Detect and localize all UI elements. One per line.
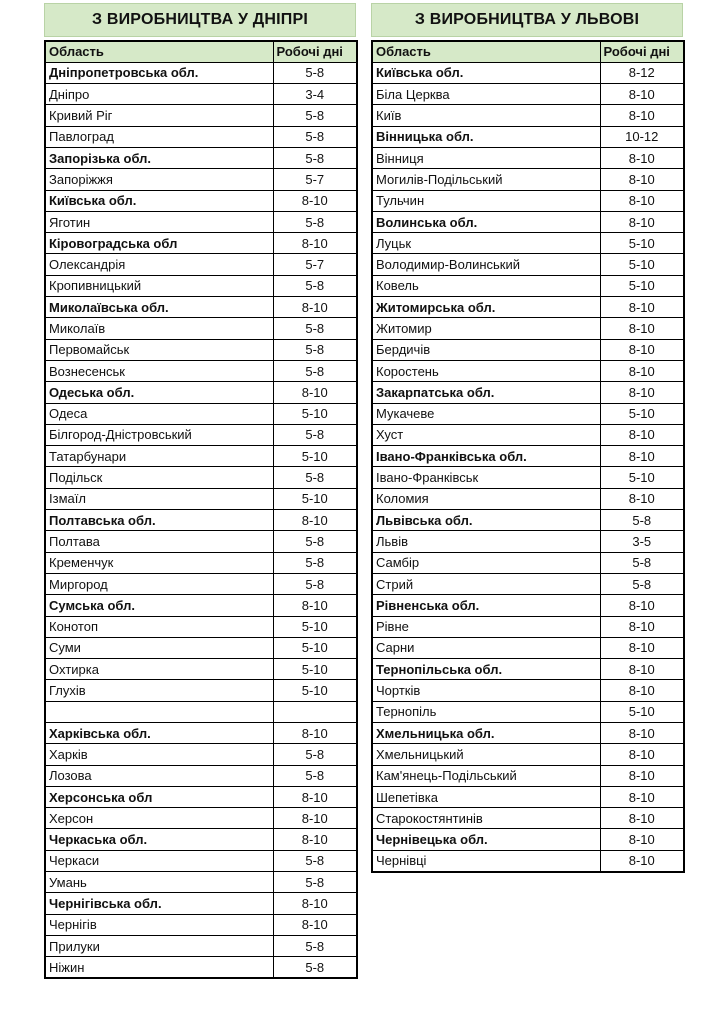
table-row — [45, 616, 357, 637]
lviv-table — [371, 40, 685, 873]
working-days-cell: 8-10 — [600, 147, 684, 168]
region-cell: Чернівці — [372, 850, 600, 871]
working-days-cell: 8-10 — [600, 765, 684, 786]
table-row — [45, 403, 357, 424]
table-row — [372, 190, 684, 211]
region-cell: Полтавська обл. — [45, 510, 273, 531]
region-cell: Кропивницький — [45, 275, 273, 296]
working-days-cell: 5-8 — [273, 467, 357, 488]
table-row — [372, 297, 684, 318]
region-cell: Миргород — [45, 573, 273, 594]
table-row — [45, 510, 357, 531]
table-row — [45, 446, 357, 467]
working-days-cell: 5-8 — [273, 957, 357, 978]
table-row — [372, 488, 684, 509]
region-cell: Мукачеве — [372, 403, 600, 424]
table-row — [45, 893, 357, 914]
region-cell: Закарпатська обл. — [372, 382, 600, 403]
region-cell: Херсон — [45, 808, 273, 829]
working-days-cell: 5-8 — [273, 850, 357, 871]
table-row — [45, 169, 357, 190]
table-row — [372, 701, 684, 722]
working-days-cell: 8-10 — [600, 211, 684, 232]
table-row — [45, 84, 357, 105]
region-cell: Сарни — [372, 637, 600, 658]
working-days-cell: 5-8 — [273, 424, 357, 445]
region-cell: Волинська обл. — [372, 211, 600, 232]
region-cell: Чернігівська обл. — [45, 893, 273, 914]
working-days-cell: 8-10 — [600, 190, 684, 211]
working-days-cell: 5-8 — [600, 573, 684, 594]
region-cell: Яготин — [45, 211, 273, 232]
table-row — [45, 318, 357, 339]
working-days-cell: 8-10 — [273, 829, 357, 850]
region-cell: Запоріжжя — [45, 169, 273, 190]
working-days-cell: 8-10 — [273, 233, 357, 254]
table-row — [45, 637, 357, 658]
region-cell: Вінницька обл. — [372, 126, 600, 147]
table-row — [45, 872, 357, 893]
table-row — [45, 297, 357, 318]
working-days-cell: 3-5 — [600, 531, 684, 552]
days-column-header: Робочі дні — [600, 41, 684, 62]
region-cell: Білгород-Дністровський — [45, 424, 273, 445]
table-row — [45, 957, 357, 978]
table-row — [45, 914, 357, 935]
working-days-cell: 8-10 — [600, 488, 684, 509]
working-days-cell: 8-12 — [600, 62, 684, 83]
region-cell: Львівська обл. — [372, 510, 600, 531]
working-days-cell: 5-10 — [273, 637, 357, 658]
table-row — [372, 84, 684, 105]
working-days-cell: 8-10 — [273, 893, 357, 914]
working-days-cell: 5-8 — [273, 552, 357, 573]
region-cell: Ізмаїл — [45, 488, 273, 509]
table-row — [45, 62, 357, 83]
table-row — [45, 723, 357, 744]
table-row — [45, 126, 357, 147]
table-row — [372, 573, 684, 594]
table-row — [45, 275, 357, 296]
dnipro-table-body — [45, 62, 357, 978]
working-days-cell: 5-8 — [273, 126, 357, 147]
region-cell: Самбір — [372, 552, 600, 573]
table-header-row — [45, 41, 357, 62]
region-cell: Кам'янець-Подільський — [372, 765, 600, 786]
table-row — [45, 254, 357, 275]
working-days-cell: 8-10 — [273, 786, 357, 807]
region-cell: Тернопіль — [372, 701, 600, 722]
table-row — [45, 233, 357, 254]
working-days-cell: 5-8 — [273, 573, 357, 594]
table-row — [372, 723, 684, 744]
working-days-cell: 5-10 — [600, 275, 684, 296]
working-days-cell: 5-8 — [273, 339, 357, 360]
working-days-cell: 5-8 — [273, 147, 357, 168]
region-cell: Чортків — [372, 680, 600, 701]
table-row — [45, 573, 357, 594]
region-cell: Луцьк — [372, 233, 600, 254]
working-days-cell: 5-8 — [273, 211, 357, 232]
region-cell: Одеська обл. — [45, 382, 273, 403]
region-cell: Рівненська обл. — [372, 595, 600, 616]
region-cell: Київ — [372, 105, 600, 126]
working-days-cell: 8-10 — [273, 723, 357, 744]
table-row — [372, 808, 684, 829]
table-row — [372, 318, 684, 339]
region-cell: Львів — [372, 531, 600, 552]
table-row — [45, 744, 357, 765]
region-cell: Суми — [45, 637, 273, 658]
region-cell: Київська обл. — [45, 190, 273, 211]
working-days-cell: 10-12 — [600, 126, 684, 147]
working-days-cell: 8-10 — [273, 808, 357, 829]
table-row — [372, 233, 684, 254]
table-row — [372, 424, 684, 445]
table-row — [45, 850, 357, 871]
working-days-cell: 8-10 — [600, 595, 684, 616]
working-days-cell: 5-8 — [600, 552, 684, 573]
dnipro-table — [44, 40, 358, 979]
region-cell: Одеса — [45, 403, 273, 424]
region-cell: Володимир-Волинський — [372, 254, 600, 275]
working-days-cell: 8-10 — [600, 297, 684, 318]
table-row — [372, 616, 684, 637]
working-days-cell: 8-10 — [600, 808, 684, 829]
region-cell: Сумська обл. — [45, 595, 273, 616]
table-row — [372, 765, 684, 786]
table-row — [372, 510, 684, 531]
working-days-cell: 8-10 — [600, 446, 684, 467]
region-cell: Первомайськ — [45, 339, 273, 360]
table-row — [372, 531, 684, 552]
table-row — [372, 446, 684, 467]
table-row — [372, 211, 684, 232]
working-days-cell: 8-10 — [600, 616, 684, 637]
region-cell: Стрий — [372, 573, 600, 594]
region-column-header: Область — [45, 41, 273, 62]
dnipro-title: З ВИРОБНИЦТВА У ДНІПРІ — [44, 3, 356, 37]
days-column-header: Робочі дні — [273, 41, 357, 62]
table-row — [45, 680, 357, 701]
table-row — [45, 552, 357, 573]
region-cell: Дніпро — [45, 84, 273, 105]
region-cell: Коломия — [372, 488, 600, 509]
table-row — [372, 850, 684, 871]
table-row — [372, 744, 684, 765]
working-days-cell: 5-10 — [273, 680, 357, 701]
region-cell: Ковель — [372, 275, 600, 296]
working-days-cell: 5-10 — [273, 488, 357, 509]
working-days-cell: 5-8 — [273, 275, 357, 296]
working-days-cell: 5-10 — [600, 467, 684, 488]
table-row — [372, 595, 684, 616]
working-days-cell: 8-10 — [273, 297, 357, 318]
region-cell: Олександрія — [45, 254, 273, 275]
table-row — [372, 62, 684, 83]
region-cell: Шепетівка — [372, 786, 600, 807]
dnipro-panel — [44, 3, 356, 979]
working-days-cell: 3-4 — [273, 84, 357, 105]
table-row — [45, 935, 357, 956]
working-days-cell: 5-10 — [273, 446, 357, 467]
table-row — [45, 105, 357, 126]
working-days-cell: 5-10 — [600, 254, 684, 275]
working-days-cell: 8-10 — [600, 84, 684, 105]
region-cell: Чернівецька обл. — [372, 829, 600, 850]
working-days-cell: 5-8 — [273, 935, 357, 956]
region-cell: Вінниця — [372, 147, 600, 168]
region-cell: Тернопільська обл. — [372, 659, 600, 680]
region-cell: Херсонська обл — [45, 786, 273, 807]
working-days-cell: 5-10 — [273, 403, 357, 424]
region-cell: Хмельницький — [372, 744, 600, 765]
working-days-cell: 5-10 — [273, 659, 357, 680]
working-days-cell: 5-7 — [273, 169, 357, 190]
table-row — [45, 467, 357, 488]
table-row — [45, 147, 357, 168]
working-days-cell: 5-7 — [273, 254, 357, 275]
working-days-cell: 5-8 — [273, 105, 357, 126]
region-cell: Івано-Франківська обл. — [372, 446, 600, 467]
table-row — [45, 659, 357, 680]
table-row — [372, 360, 684, 381]
working-days-cell: 8-10 — [600, 786, 684, 807]
region-cell: Хмельницька обл. — [372, 723, 600, 744]
region-cell: Кіровоградська обл — [45, 233, 273, 254]
working-days-cell: 8-10 — [600, 659, 684, 680]
working-days-cell: 5-10 — [600, 403, 684, 424]
table-row — [372, 403, 684, 424]
working-days-cell: 5-8 — [273, 62, 357, 83]
region-cell: Житомир — [372, 318, 600, 339]
table-row — [372, 659, 684, 680]
table-row — [45, 531, 357, 552]
working-days-cell: 5-8 — [273, 360, 357, 381]
table-row — [45, 488, 357, 509]
table-row — [45, 808, 357, 829]
region-cell: Харків — [45, 744, 273, 765]
working-days-cell: 8-10 — [273, 510, 357, 531]
region-cell: Біла Церква — [372, 84, 600, 105]
table-row — [45, 424, 357, 445]
region-cell: Бердичів — [372, 339, 600, 360]
region-cell: Конотоп — [45, 616, 273, 637]
working-days-cell: 5-10 — [600, 233, 684, 254]
working-days-cell: 8-10 — [273, 595, 357, 616]
region-cell: Київська обл. — [372, 62, 600, 83]
working-days-cell: 8-10 — [600, 318, 684, 339]
working-days-cell: 8-10 — [273, 382, 357, 403]
table-row — [45, 765, 357, 786]
region-cell: Коростень — [372, 360, 600, 381]
working-days-cell: 8-10 — [273, 190, 357, 211]
table-row — [45, 211, 357, 232]
working-days-cell: 5-8 — [600, 510, 684, 531]
region-cell: Кременчук — [45, 552, 273, 573]
working-days-cell: 5-10 — [273, 616, 357, 637]
region-cell: Могилів-Подільський — [372, 169, 600, 190]
region-cell: Житомирська обл. — [372, 297, 600, 318]
table-row — [45, 190, 357, 211]
region-cell: Харківська обл. — [45, 723, 273, 744]
table-row — [372, 552, 684, 573]
table-row — [372, 829, 684, 850]
region-cell: Павлоград — [45, 126, 273, 147]
table-row — [45, 701, 357, 722]
region-column-header: Область — [372, 41, 600, 62]
working-days-cell: 8-10 — [600, 382, 684, 403]
region-cell: Охтирка — [45, 659, 273, 680]
region-cell: Ніжин — [45, 957, 273, 978]
working-days-cell — [273, 701, 357, 722]
working-days-cell: 8-10 — [600, 424, 684, 445]
working-days-cell: 8-10 — [600, 744, 684, 765]
working-days-cell: 8-10 — [273, 914, 357, 935]
working-days-cell: 8-10 — [600, 723, 684, 744]
table-row — [45, 595, 357, 616]
region-cell: Миколаїв — [45, 318, 273, 339]
region-cell: Подільск — [45, 467, 273, 488]
table-row — [45, 360, 357, 381]
table-row — [372, 275, 684, 296]
working-days-cell: 8-10 — [600, 105, 684, 126]
table-row — [372, 105, 684, 126]
working-days-cell: 5-8 — [273, 765, 357, 786]
region-cell: Черкаська обл. — [45, 829, 273, 850]
working-days-cell: 8-10 — [600, 169, 684, 190]
region-cell: Старокостянтинів — [372, 808, 600, 829]
table-row — [45, 786, 357, 807]
working-days-cell: 8-10 — [600, 339, 684, 360]
working-days-cell: 8-10 — [600, 829, 684, 850]
working-days-cell: 8-10 — [600, 637, 684, 658]
working-days-cell: 5-8 — [273, 318, 357, 339]
lviv-table-body — [372, 62, 684, 871]
region-cell: Прилуки — [45, 935, 273, 956]
table-row — [372, 637, 684, 658]
table-row — [372, 786, 684, 807]
region-cell: Запорізька обл. — [45, 147, 273, 168]
working-days-cell: 8-10 — [600, 680, 684, 701]
lviv-title: З ВИРОБНИЦТВА У ЛЬВОВІ — [371, 3, 683, 37]
lviv-panel — [371, 3, 683, 873]
region-cell: Миколаївська обл. — [45, 297, 273, 318]
region-cell: Вознесенськ — [45, 360, 273, 381]
working-days-cell: 8-10 — [600, 360, 684, 381]
region-cell: Глухів — [45, 680, 273, 701]
table-row — [372, 467, 684, 488]
table-row — [372, 126, 684, 147]
working-days-cell: 5-8 — [273, 872, 357, 893]
table-row — [372, 147, 684, 168]
table-row — [372, 680, 684, 701]
region-cell: Дніпропетровська обл. — [45, 62, 273, 83]
region-cell: Хуст — [372, 424, 600, 445]
region-cell: Полтава — [45, 531, 273, 552]
region-cell: Тульчин — [372, 190, 600, 211]
region-cell: Кривий Ріг — [45, 105, 273, 126]
working-days-cell: 8-10 — [600, 850, 684, 871]
working-days-cell: 5-10 — [600, 701, 684, 722]
region-cell: Татарбунари — [45, 446, 273, 467]
table-row — [372, 382, 684, 403]
table-row — [45, 339, 357, 360]
table-header-row — [372, 41, 684, 62]
region-cell: Чернігів — [45, 914, 273, 935]
table-row — [372, 254, 684, 275]
table-row — [372, 339, 684, 360]
region-cell — [45, 701, 273, 722]
working-days-cell: 5-8 — [273, 744, 357, 765]
region-cell: Рівне — [372, 616, 600, 637]
region-cell: Івано-Франківськ — [372, 467, 600, 488]
region-cell: Лозова — [45, 765, 273, 786]
region-cell: Черкаси — [45, 850, 273, 871]
region-cell: Умань — [45, 872, 273, 893]
table-row — [372, 169, 684, 190]
table-row — [45, 829, 357, 850]
working-days-cell: 5-8 — [273, 531, 357, 552]
table-row — [45, 382, 357, 403]
